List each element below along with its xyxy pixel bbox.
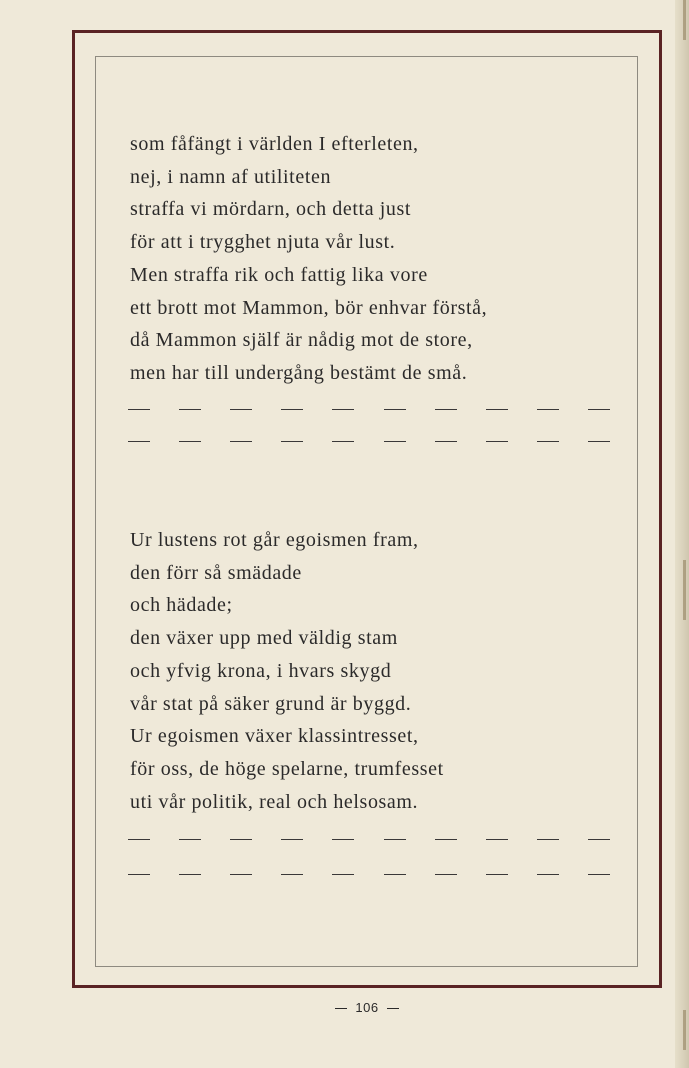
poem-line: nej, i namn af utiliteten xyxy=(130,165,332,188)
poem-line: men har till undergång bestämt de små. xyxy=(130,361,468,384)
poem-line: den växer upp med väldig stam xyxy=(130,627,398,650)
poem-line: för att i trygghet njuta vår lust. xyxy=(130,231,396,254)
poem-line: som fåfängt i världen I efterleten, xyxy=(130,133,419,155)
page-number: 106 xyxy=(355,1000,379,1015)
poem-line: vår stat på säker grund är byggd. xyxy=(130,692,412,715)
poem-line: uti vår politik, real och helsosam. xyxy=(130,790,419,813)
ellipsis-dash-row xyxy=(128,441,610,442)
edge-mark xyxy=(683,1010,686,1050)
page-edge xyxy=(675,0,689,1068)
poem-line: den förr så smädade xyxy=(130,561,302,584)
poem-line: Men straffa rik och fattig lika vore xyxy=(130,263,428,286)
ellipsis-dash-row xyxy=(128,839,610,840)
poem-line: då Mammon själf är nådig mot de store, xyxy=(130,329,473,352)
ellipsis-dash-row xyxy=(128,874,610,875)
edge-mark xyxy=(683,560,686,620)
poem-stanza-2 xyxy=(130,524,580,818)
poem-line: för oss, de höge spelarne, trumfesset xyxy=(130,757,444,780)
poem-line: och hädade; xyxy=(130,594,233,617)
poem-line: straffa vi mördarn, och detta just xyxy=(130,198,412,221)
poem-line: ett brott mot Mammon, bör enhvar förstå, xyxy=(130,296,488,319)
dash xyxy=(335,1008,347,1009)
page-number-footer xyxy=(0,1000,689,1015)
poem-line: Ur lustens rot går egoismen fram, xyxy=(130,529,419,551)
dash xyxy=(387,1008,399,1009)
poem-stanza-1 xyxy=(130,128,580,390)
ellipsis-dash-row xyxy=(128,409,610,410)
edge-mark xyxy=(683,0,686,40)
poem-line: Ur egoismen växer klassintresset, xyxy=(130,725,419,748)
poem-line: och yfvig krona, i hvars skygd xyxy=(130,659,392,682)
